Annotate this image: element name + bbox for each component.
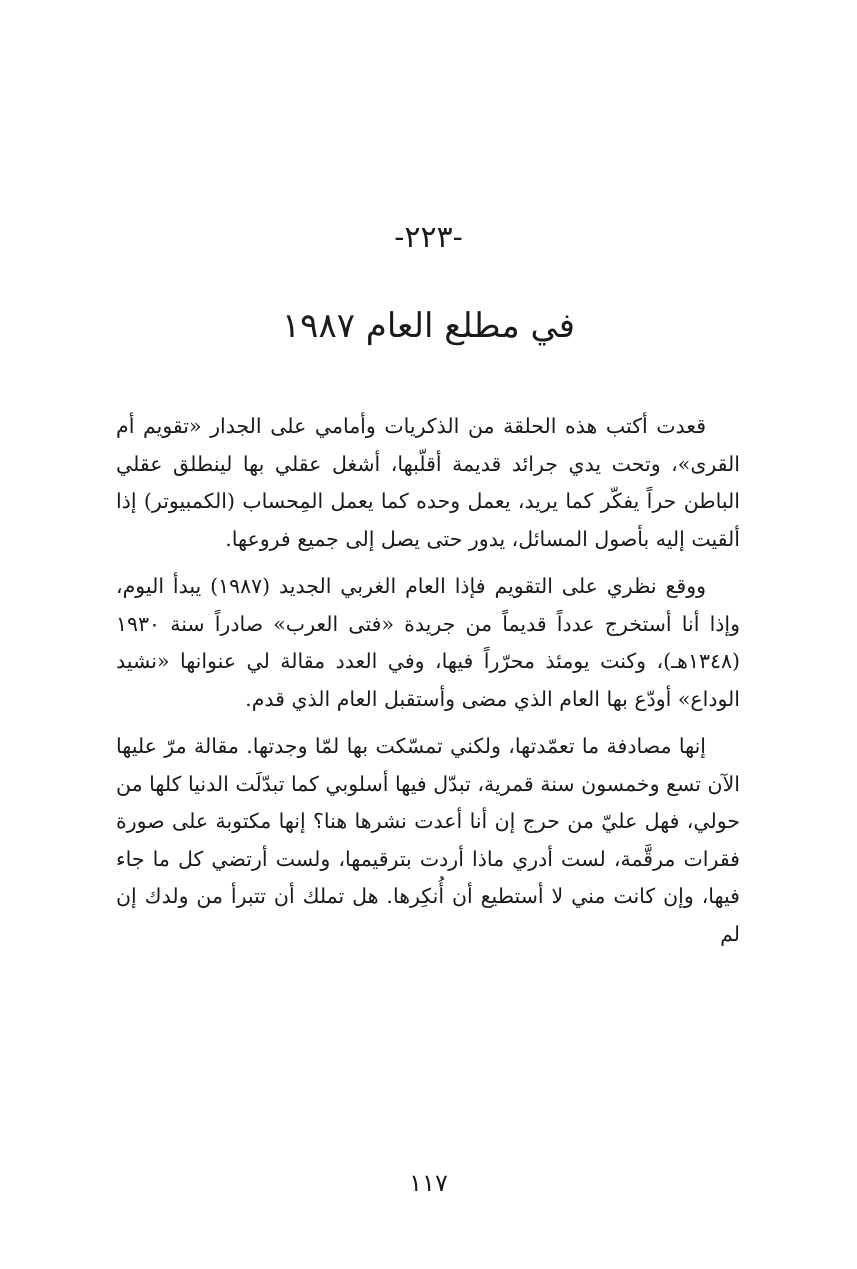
page-number: ١١٧ [409,1169,448,1197]
paragraph-3: إنها مصادفة ما تعمّدتها، ولكني تمسّكت بها لمّا وجدتها. مقالة مرّ عليها الآن تسع وخمسون سنة قمرية، تبدّل فيها أسلوبي كما تبدّلَت الدنيا كلها من حولي، فهل عليّ من حرج إن أنا أعدت نشرها هنا؟ إنها مكتوبة على صورة فقرات مرقَّمة، لست أدري ماذا أردت بترقيمها، ولست أرتضي كل ما جاء فيها، وإن كانت مني لا أستطيع أن أُنكِرها. هل تملك أن تتبرأ من ولدك إن لم [116,734,740,946]
body-text [116,408,740,963]
paragraph-1: قعدت أكتب هذه الحلقة من الذكريات وأمامي على الجدار «تقويم أم القرى»، وتحت يدي جرائد قديمة أقلّبها، أشغل عقلي بها لينطلق عقلي الباطن حراً يفكّر كما يريد، يعمل وحده كما يعمل المِحساب (الكمبيوتر) إذا ألقيت إليه بأصول المسائل، يدور حتى يصل إلى جميع فروعها. [116,414,740,551]
section-number: -٢٢٣- [394,220,463,255]
paragraph-2: ووقع نظري على التقويم فإذا العام الغربي الجديد (١٩٨٧) يبدأ اليوم، وإذا أنا أستخرج عدداً قديماً من جريدة «فتى العرب» صادراً سنة ١٩٣٠ (١٣٤٨هـ)، وكنت يومئذ محرّراً فيها، وفي العدد مقالة لي عنوانها «نشيد الوداع» أودّع بها العام الذي مضى وأستقبل العام الذي قدم. [116,574,740,711]
chapter-title: في مطلع العام ١٩٨٧ [281,306,576,346]
